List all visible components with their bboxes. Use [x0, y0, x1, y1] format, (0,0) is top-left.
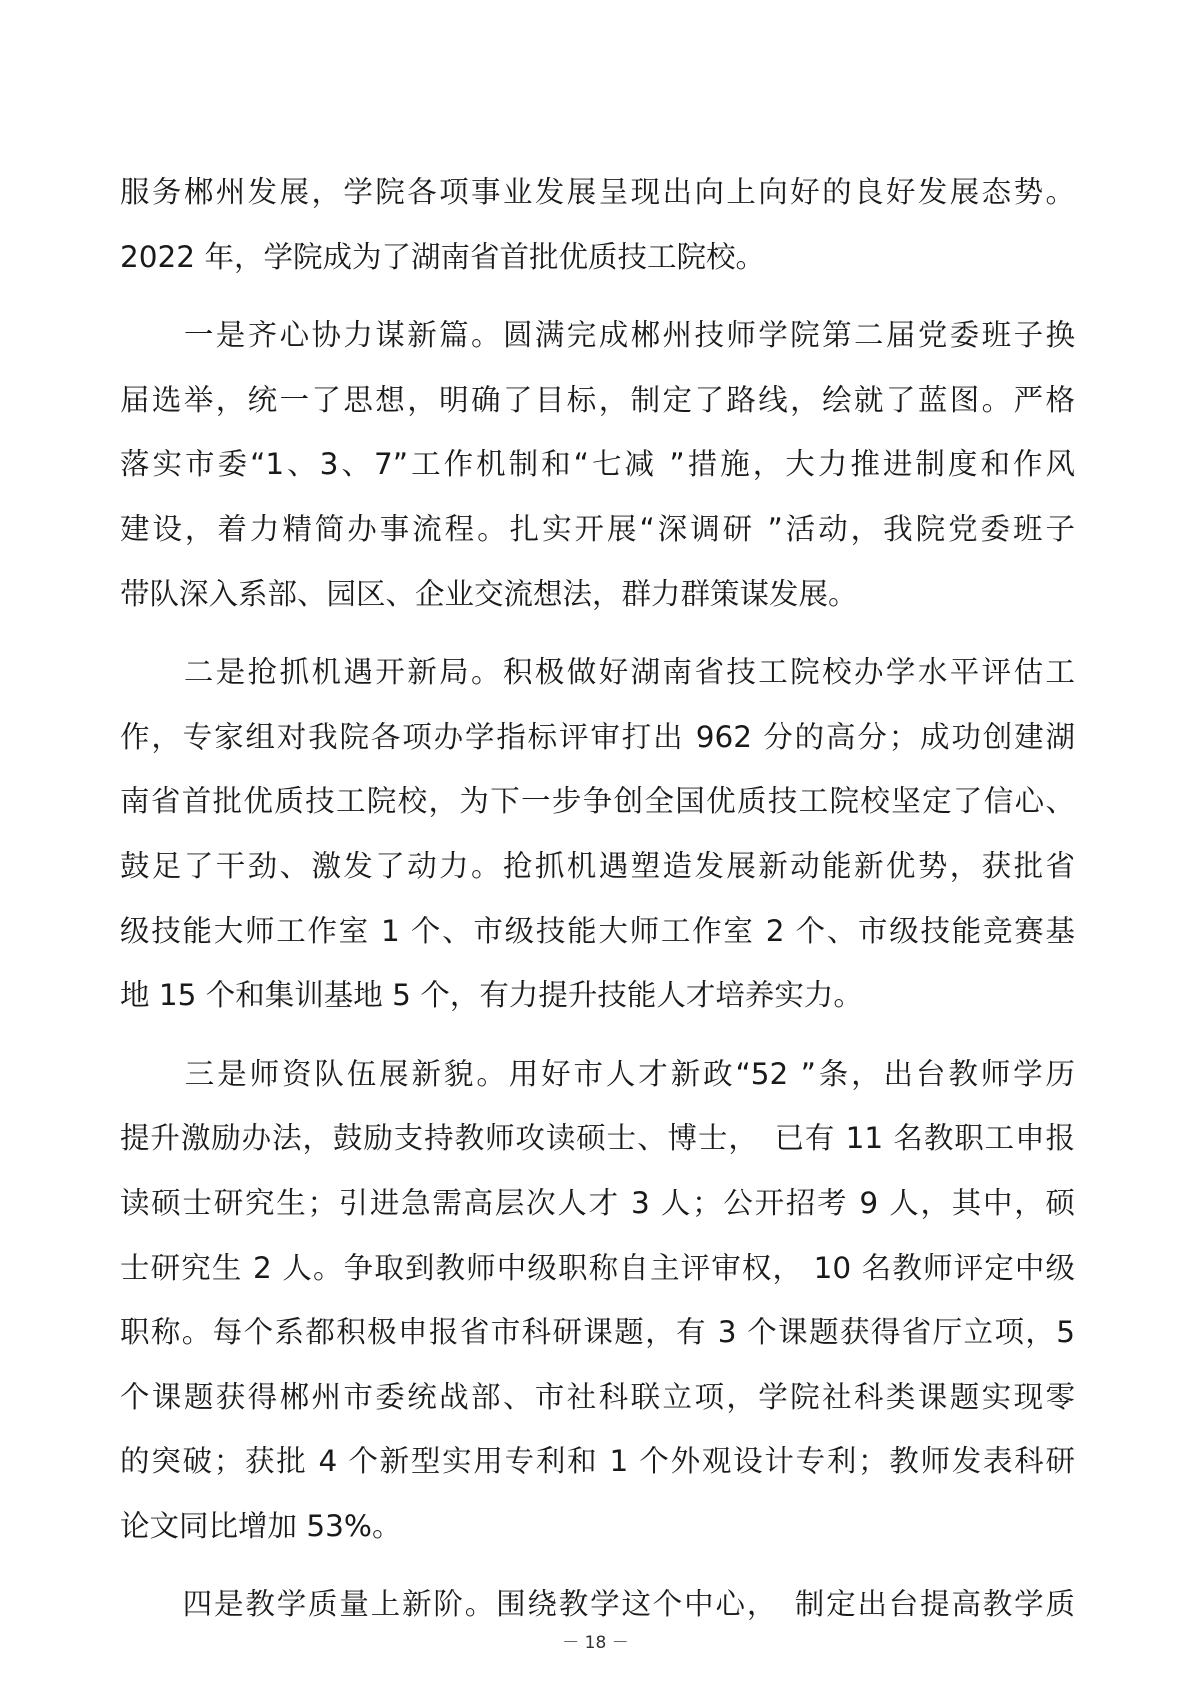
- page-number: － 18 －: [562, 1633, 629, 1653]
- text-line: 提升激励办法，鼓励支持教师攻读硕士、博士， 已有 11 名教职工申报: [120, 1121, 1075, 1156]
- text-line: 的突破；获批 4 个新型实用专利和 1 个外观设计专利；教师发表科研: [120, 1444, 1075, 1479]
- text-line: 鼓足了干劲、激发了动力。抢抓机遇塑造发展新动能新优势，获批省: [120, 848, 1075, 883]
- text-line: 三是师资队伍展新貌。用好市人才新政“52 ”条，出台教师学历: [120, 1056, 1075, 1091]
- paragraph: [120, 303, 1075, 626]
- text-line: 一是齐心协力谋新篇。圆满完成郴州技师学院第二届党委班子换: [120, 318, 1075, 353]
- text-line: 级技能大师工作室 1 个、市级技能大师工作室 2 个、市级技能竞赛基: [120, 913, 1075, 948]
- text-line: 职称。每个系都积极申报省市科研课题，有 3 个课题获得省厅立项，5: [120, 1315, 1075, 1350]
- text-line: 带队深入系部、园区、企业交流想法，群力群策谋发展。: [120, 576, 858, 611]
- text-line: 落实市委“1、3、7”工作机制和“七减 ”措施，大力推进制度和作风: [120, 447, 1075, 482]
- paragraph: [120, 640, 1075, 1028]
- text-line: 届选举，统一了思想，明确了目标，制定了路线，绘就了蓝图。严格: [120, 382, 1075, 417]
- text-line: 士研究生 2 人。争取到教师中级职称自主评审权， 10 名教师评定中级: [120, 1250, 1075, 1285]
- text-line: 二是抢抓机遇开新局。积极做好湖南省技工院校办学水平评估工: [120, 655, 1075, 690]
- document-body: [120, 160, 1075, 1637]
- paragraph: [120, 160, 1075, 289]
- text-line: 读硕士研究生；引进急需高层次人才 3 人；公开招考 9 人，其中，硕: [120, 1185, 1075, 1220]
- text-line: 作，专家组对我院各项办学指标评审打出 962 分的高分；成功创建湖: [120, 719, 1075, 754]
- text-line: 2022 年，学院成为了湖南省首批优质技工院校。: [120, 239, 765, 274]
- text-line: 四是教学质量上新阶。围绕教学这个中心， 制定出台提高教学质: [120, 1587, 1075, 1622]
- text-line: 建设，着力精简办事流程。扎实开展“深调研 ”活动，我院党委班子: [120, 511, 1075, 546]
- paragraph: [120, 1042, 1075, 1559]
- text-line: 南省首批优质技工院校，为下一步争创全国优质技工院校坚定了信心、: [120, 784, 1075, 819]
- text-line: 地 15 个和集训基地 5 个，有力提升技能人才培养实力。: [120, 978, 863, 1013]
- text-line: 论文同比增加 53%。: [120, 1508, 402, 1543]
- text-line: 服务郴州发展，学院各项事业发展呈现出向上向好的良好发展态势。: [120, 175, 1075, 209]
- text-line: 个课题获得郴州市委统战部、市社科联立项，学院社科类课题实现零: [120, 1379, 1075, 1414]
